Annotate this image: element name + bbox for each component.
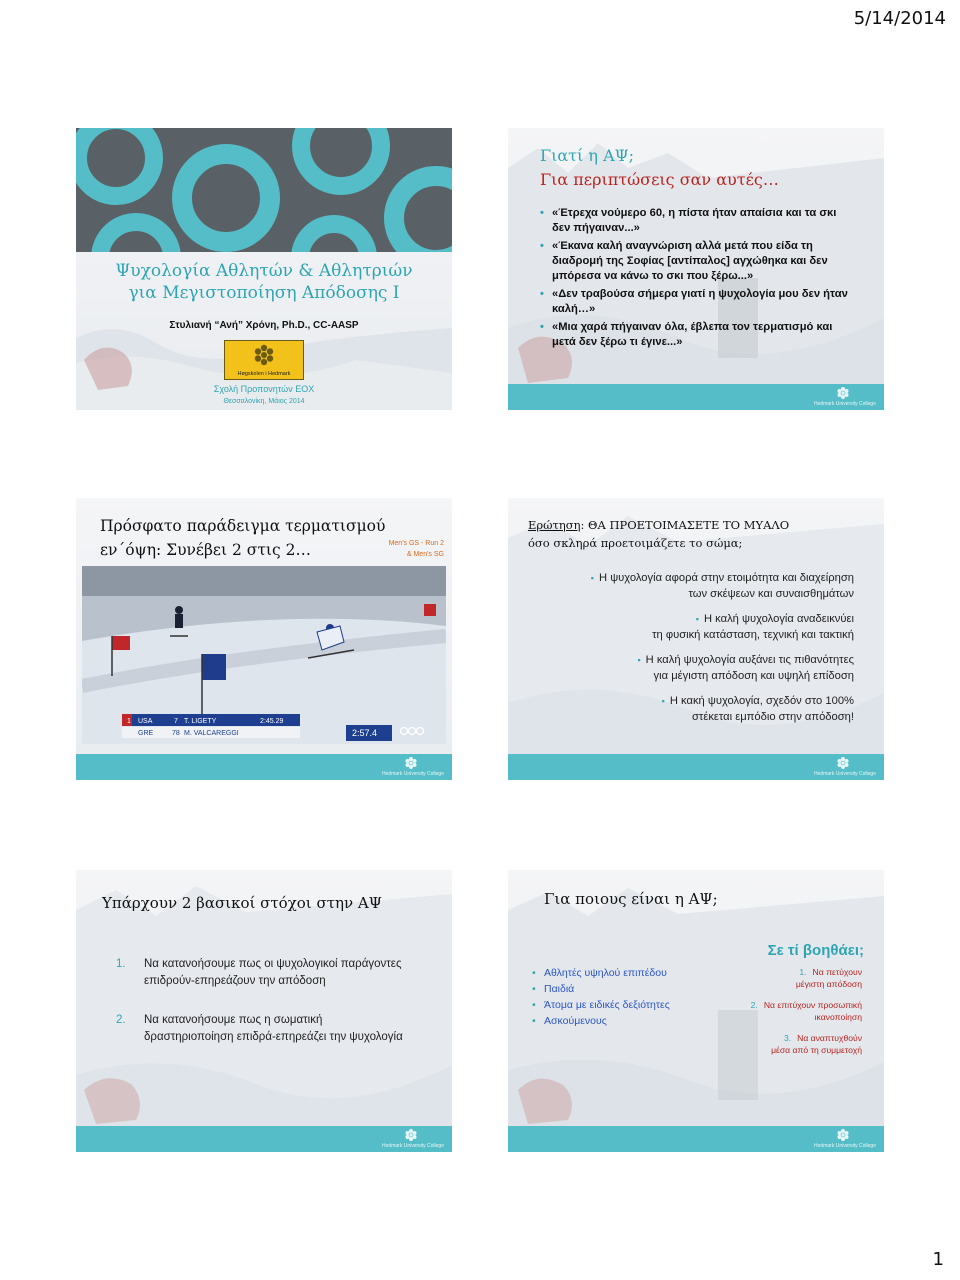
slide-5-goals [76,870,452,1152]
flower-emblem-icon [836,386,850,400]
list-item: • «Έτρεχα νούμερο 60, η πίστα ήταν απαίσια και τα σκι δεν πήγαιναν...» [538,206,854,236]
footer-institution: Hedmark University College [382,771,444,777]
slide-footer-bar [76,1126,452,1152]
place-and-date: Θεσσαλονίκη, Μάιος 2014 [223,398,305,405]
list-item: ▪ Η καλή ψυχολογία αυξάνει τις πιθανότητες για μέγιστη απόδοση και υψηλή επίδοση [637,654,854,682]
slide-5-title: Υπάρχουν 2 βασικοί στόχοι στην ΑΨ [102,894,382,912]
footer-institution: Hedmark University College [814,401,876,407]
list-item: • «Δεν τραβούσα σήμερα γιατί η ψυχολογία μου δεν ήταν καλή…» [538,287,854,317]
school-name: Σχολή Προπονητών ΕΟΧ [213,384,315,394]
list-item: 1. Να κατανοήσουμε πως οι ψυχολογικοί παράγοντες επιδρούν-επηρεάζουν την απόδοση [116,958,402,987]
logo-text: Høgskolen i Hedmark [237,371,291,377]
hedmark-logo [224,340,304,380]
list-item: • «Έκανα καλή αναγνώριση αλλά μετά που είδα τη διαδρομή της Σοφίας [αντίπαλος] αγχώθηκα και δεν μπόρεσα να κάνω το σκι που ξέρω...» [538,239,854,284]
list-item: ▪ Η ψυχολογία αφορά στην ετοιμότητα και διαχείρηση των σκέψεων και συναισθημάτων [590,572,854,600]
slide-2-title [540,144,779,192]
goals-list [116,956,406,1068]
race-video-frame [82,566,446,744]
race-note [389,538,444,560]
list-item: • Ασκούμενους [532,1014,672,1028]
slide-3-title [100,514,385,562]
svg-text:78: 78 [172,730,180,737]
slide-1-title [76,128,452,410]
slide-2-why [508,128,884,410]
quote-list [538,206,854,353]
svg-text:2:57.4: 2:57.4 [352,728,378,738]
svg-text:USA: USA [138,718,153,725]
svg-text:T. LIGETY: T. LIGETY [184,718,217,725]
page-number: 1 [932,1249,944,1270]
benefits-list [682,966,862,1065]
slide-4-question-text [528,516,789,552]
note-line-1: Men's GS - Run 2 [388,540,444,547]
footer-logo [806,386,876,408]
list-item: 1. Να πετύχουν μέγιστη απόδοση [795,967,862,989]
svg-text:1: 1 [127,718,131,725]
audience-list [532,966,672,1030]
footer-institution: Hedmark University College [814,1143,876,1149]
svg-text:GRE: GRE [138,730,154,737]
flower-emblem-icon [225,341,303,369]
flower-emblem-icon [404,756,418,770]
slide-6-audience [508,870,884,1152]
presenter-name: Στυλιανή “Ανή” Χρόνη, Ph.D., CC-AASP [169,320,359,331]
footer-logo [806,756,876,778]
svg-text:7: 7 [174,718,178,725]
list-item: 2. Να κατανοήσουμε πως η σωματική δραστηριοποίηση επιδρά-επηρεάζει την ψυχολογία [116,1014,403,1043]
list-item: ▪ Η κακή ψυχολογία, σχεδόν στο 100% στέκεται εμπόδιο στην απόδοση! [661,695,854,723]
decorative-header-pattern [76,128,452,252]
page-date: 5/14/2014 [853,8,946,29]
title-line-1: Γιατί η ΑΨ; [540,146,635,165]
title-line-2: Για περιπτώσεις σαν αυτές… [540,170,779,189]
flower-emblem-icon [836,756,850,770]
slide-6-subtitle: Σε τί βοηθάει; [767,942,864,959]
slide-6-title: Για ποιους είναι η ΑΨ; [544,890,718,908]
list-item: • «Μια χαρά πήγαιναν όλα, έβλεπα τον τερματισμό και μετά δεν ξέρω τι έγινε...» [538,320,854,350]
slide-footer-bar [508,384,884,410]
list-item: • Παιδιά [532,982,672,996]
question-label: Ερώτηση [528,518,581,532]
svg-text:M. VALCAREGGI: M. VALCAREGGI [184,730,239,737]
svg-text:2:45.29: 2:45.29 [260,718,284,725]
question-line-2: όσο σκληρά προετοιμάζετε το σώμα; [528,536,743,550]
footer-logo [374,756,444,778]
slide-footer-bar [76,754,452,780]
footer-logo [806,1128,876,1150]
footer-institution: Hedmark University College [814,771,876,777]
footer-institution: Hedmark University College [382,1143,444,1149]
title-line-1: Πρόσφατο παράδειγμα τερματισμού [100,517,386,535]
presentation-title [76,260,452,304]
psychology-points-list [520,570,854,734]
question-line-1: : ΘΑ ΠΡΟΕΤΟΙΜΑΣΕΤΕ ΤΟ ΜΥΑΛΟ [580,518,790,532]
flower-emblem-icon [404,1128,418,1142]
note-line-2: & Men's SG [406,551,444,558]
list-item: 3. Να αναπτυχθούν μέσα από τη συμμετοχή [771,1033,862,1055]
title-line-2: εν΄όψη: Συνέβει 2 στις 2… [100,541,311,559]
list-item: • Αθλητές υψηλού επιπέδου [532,966,672,980]
slide-footer-bar [508,1126,884,1152]
slide-footer-bar [508,754,884,780]
slide-3-example [76,498,452,780]
list-item: • Άτομα με ειδικές δεξιότητες [532,998,672,1012]
title-line-1: Ψυχολογία Αθλητών & Αθλητριών [115,261,413,281]
title-line-2: για Μεγιστοποίηση Απόδοσης Ι [128,283,400,303]
list-item: ▪ Η καλή ψυχολογία αναδεικνύει τη φυσική κατάσταση, τεχνική και τακτική [652,613,854,641]
slide-4-question [508,498,884,780]
list-item: 2. Να επιτύχουν προσωπική ικανοποίηση [750,1000,862,1022]
flower-emblem-icon [836,1128,850,1142]
footer-logo [374,1128,444,1150]
